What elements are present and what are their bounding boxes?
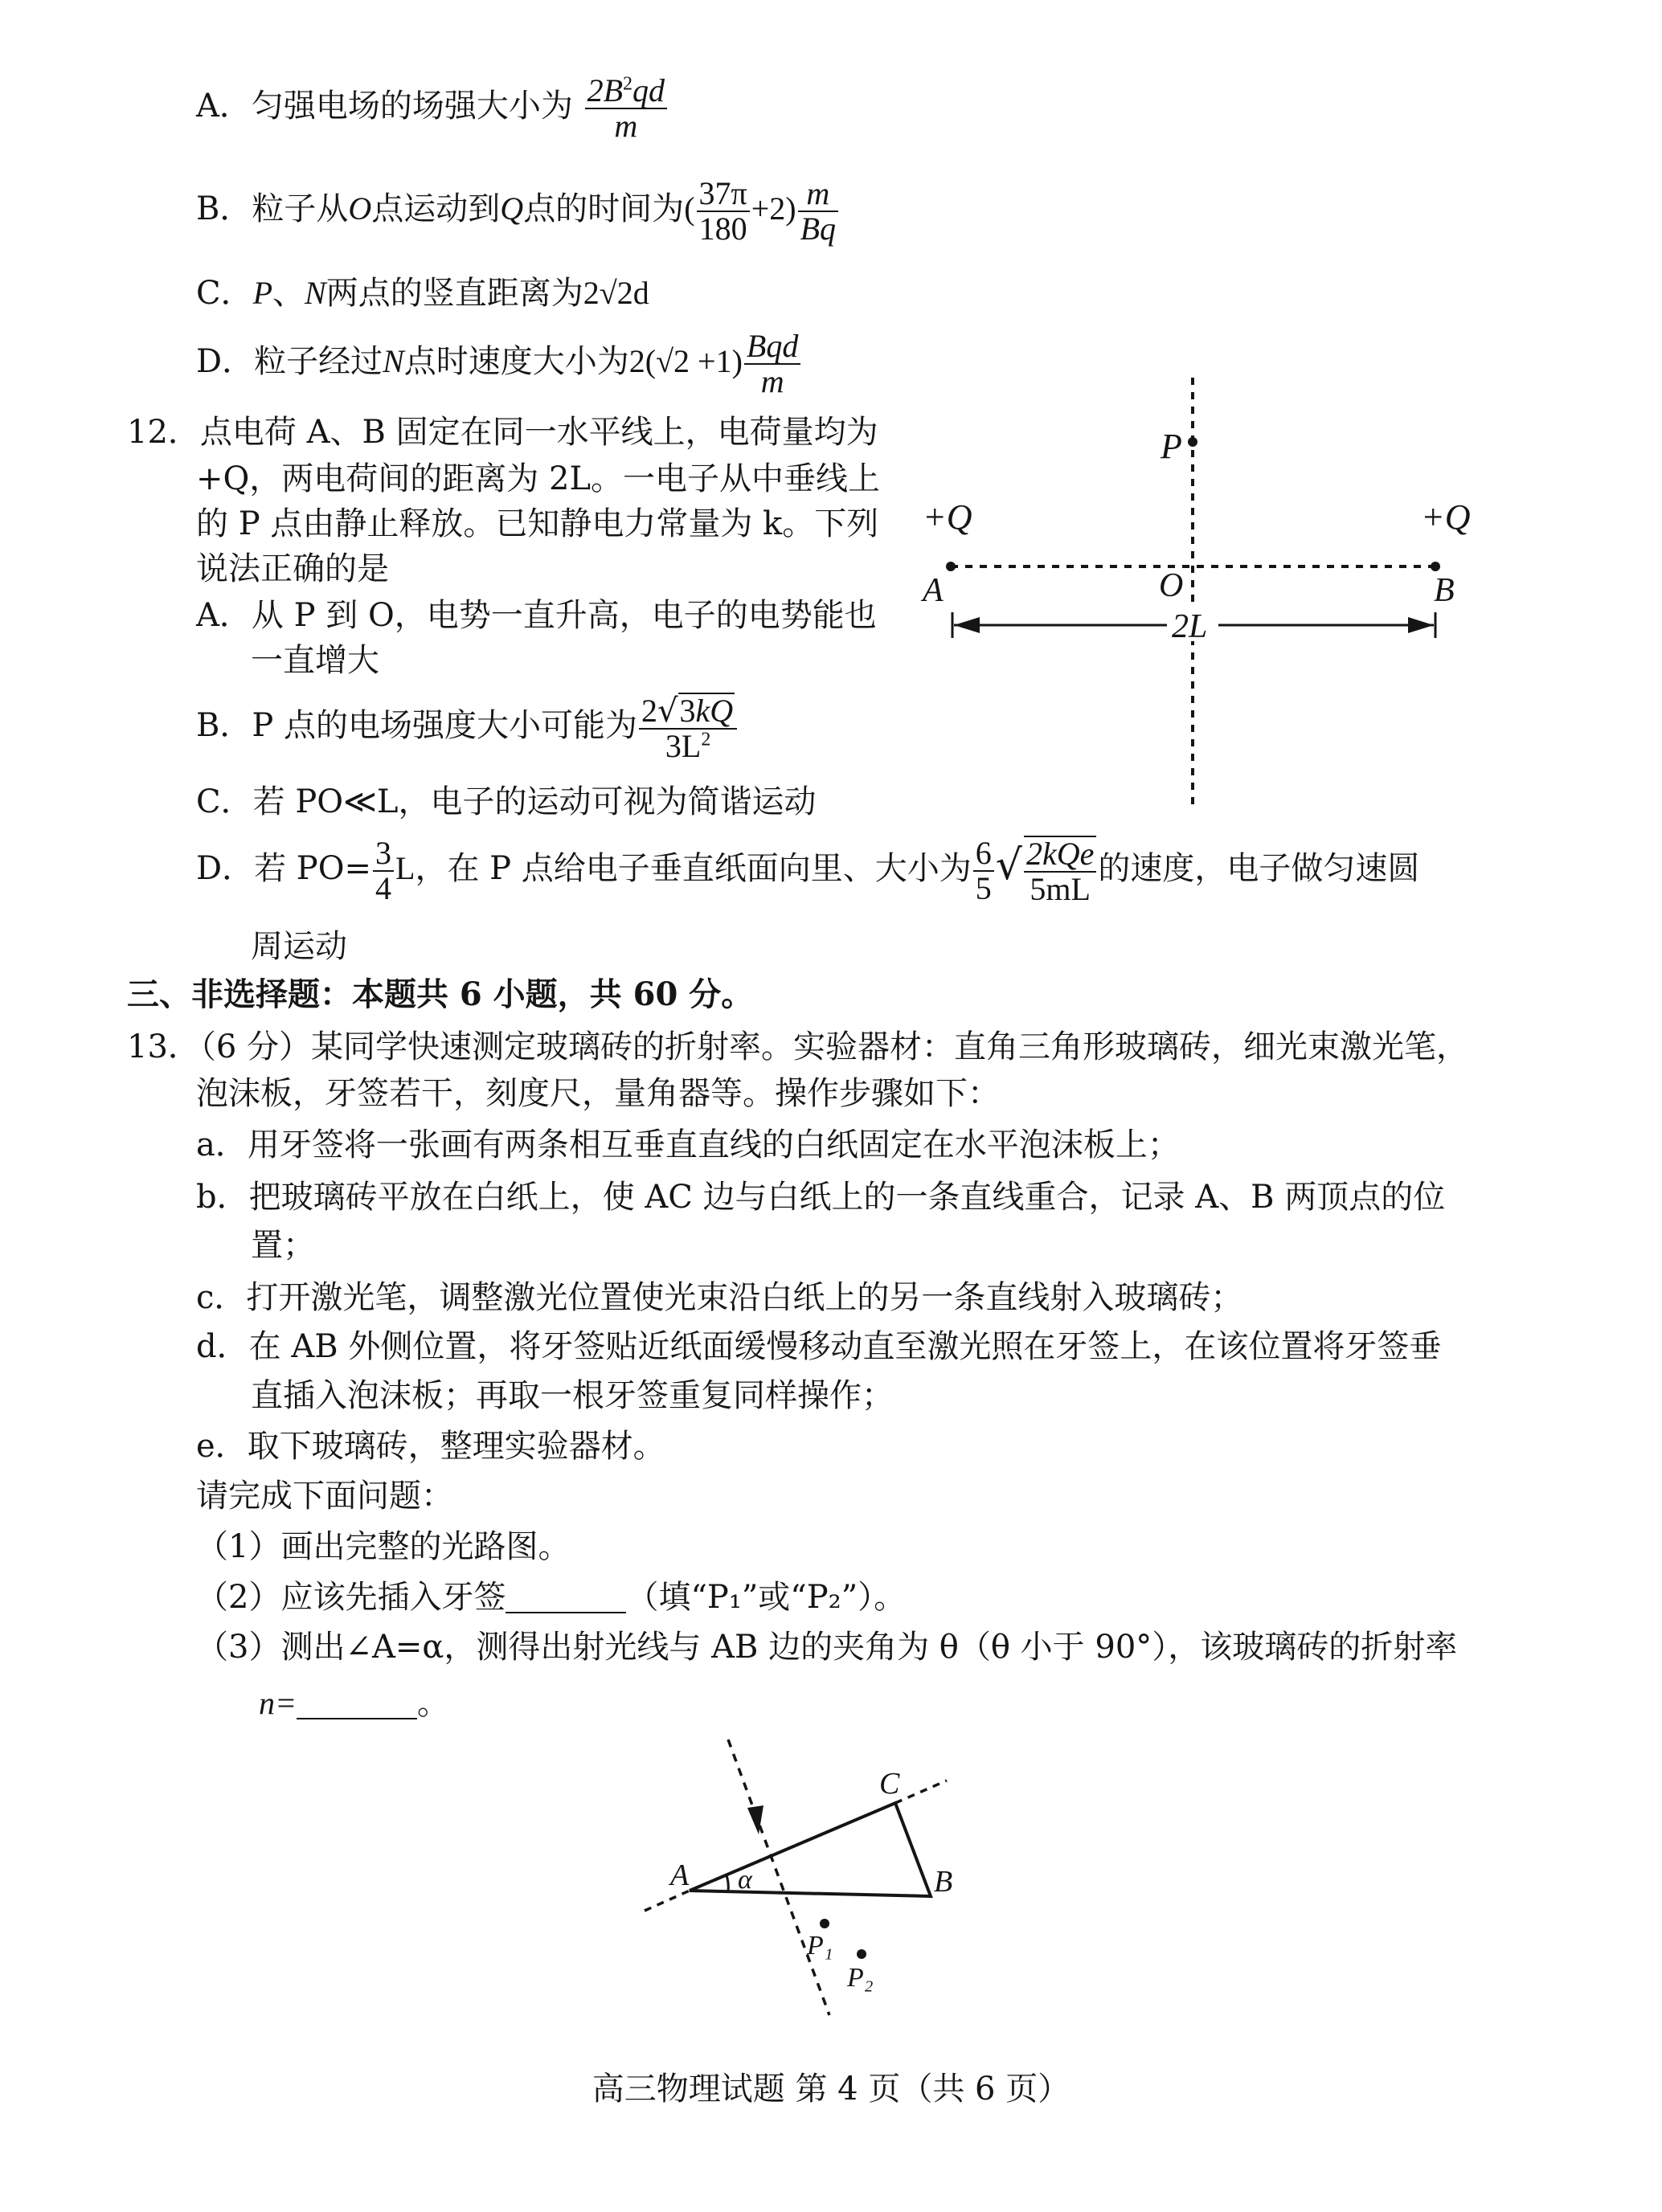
q11-option-c: C．P、N两点的竖直距离为2√2d: [196, 275, 649, 312]
q13-step-d-line-1: d．在 AB 外侧位置，将牙签贴近纸面缓慢移动直至激光照在牙签上，在该位置将牙签垂: [196, 1328, 1442, 1365]
q13-step-d-line-2: 直插入泡沫板；再取一根牙签重复同样操作；: [251, 1377, 894, 1414]
q13-step-e: e．取下玻璃砖，整理实验器材。: [196, 1428, 665, 1465]
label-p: P: [1161, 427, 1182, 466]
label-p1: P₁: [807, 1931, 833, 1961]
q12-option-a-line-2: 一直增大: [251, 642, 379, 679]
label-o: O: [1159, 567, 1184, 604]
label-a: A: [923, 572, 944, 609]
q12-option-d-line-2: 周运动: [251, 928, 347, 965]
q11-d-fraction: $\frac{\text{Bqd}}{m}$: [744, 329, 800, 399]
label-plus-q-a: +Q: [923, 497, 972, 537]
q12-b-fraction: $\frac{2√3kQ}{3L^2}$: [639, 693, 737, 763]
label-a: A: [670, 1858, 690, 1892]
label-p2: P₂: [847, 1963, 874, 1993]
label-alpha: α: [738, 1865, 752, 1895]
pin-p2: [857, 1949, 866, 1959]
label-b: B: [1434, 572, 1455, 609]
label-c: C: [879, 1767, 900, 1801]
q13-prompt: 请完成下面问题：: [196, 1478, 453, 1515]
extension-a-dashed: [645, 1891, 690, 1911]
q11-a-fraction: $\frac{2B^2qd}{m}$: [585, 74, 667, 143]
extension-c-dashed: [895, 1781, 947, 1803]
label-plus-q-b: +Q: [1421, 497, 1471, 537]
angle-alpha-arc: [727, 1875, 728, 1891]
page-footer: 高三物理试题 第 4 页（共 6 页）: [592, 2071, 1070, 2108]
q12-option-c: C．若 PO≪L，电子的运动可视为简谐运动: [196, 783, 817, 820]
q11-b-fraction-2: $\frac{m}{Bq}$: [798, 177, 838, 246]
q12-option-d: D．若 PO= $\frac{3}{4}$ L，在 P 点给电子垂直纸面向里、大小为 $\frac{6}{5}$ √ $\frac{\text{2kQe}}{5mL}$ 的速度，电子做匀速圆: [196, 835, 1420, 907]
q13-step-b-line-2: 置；: [251, 1227, 315, 1264]
pin-p1: [820, 1919, 829, 1928]
q12-stem-line-1: 12．点电荷 A、B 固定在同一水平线上，电荷量均为: [127, 414, 878, 451]
section-3-heading: 三、非选择题：本题共 6 小题，共 60 分。: [127, 975, 754, 1013]
q12-d-fraction-2: $\frac{6}{5}$: [973, 836, 994, 906]
q13-sub-2: （2）应该先插入牙签 （填“P₁”或“P₂”）。: [196, 1579, 907, 1616]
q12-stem-line-4: 说法正确的是: [196, 550, 389, 587]
q11-b-fraction: $\frac{37\pi}{180}$: [697, 177, 750, 246]
q11-option-d: D．粒子经过N点时速度大小为2(√2 +1) $\frac{\text{Bqd}}{m}$: [196, 329, 802, 399]
label-2l: 2L: [1172, 608, 1208, 645]
q12-option-a-line-1: A．从 P 到 O，电势一直升高，电子的电势能也: [196, 597, 877, 634]
q12-d-fraction-1: $\frac{3}{4}$: [373, 836, 394, 906]
q11-option-a: A．匀强电场的场强大小为 $\frac{2B^2qd}{m}$: [196, 74, 669, 143]
q12-option-b: B．P 点的电场强度大小可能为 $\frac{2√3kQ}{3L^2}$: [196, 693, 739, 763]
q13-stem-line-2: 泡沫板，牙签若干，刻度尺，量角器等。操作步骤如下：: [196, 1075, 1000, 1112]
q13-sub-3-answer: n= 。: [259, 1685, 449, 1722]
q12-d-fraction-3: $\frac{\text{2kQe}}{5mL}$: [1024, 836, 1096, 906]
q12-stem-line-3: 的 P 点由静止释放。已知静电力常量为 k。下列: [196, 505, 879, 542]
q11-option-b: B．粒子从O点运动到Q点的时间为( $\frac{37\pi}{180}$ +2) $\frac{m}{Bq}$: [196, 177, 840, 246]
glass-prism: [690, 1803, 931, 1896]
q13-step-c: c．打开激光笔，调整激光位置使光束沿白纸上的另一条直线射入玻璃砖；: [196, 1279, 1243, 1316]
q12-stem-line-2: +Q，两电荷间的距离为 2L。一电子从中垂线上: [196, 460, 881, 497]
q13-sub-1: （1）画出完整的光路图。: [196, 1528, 571, 1565]
q13-step-a: a．用牙签将一张画有两条相互垂直直线的白纸固定在水平泡沫板上；: [196, 1126, 1180, 1163]
q13-stem-line-1: 13．（6 分）某同学快速测定玻璃砖的折射率。实验器材：直角三角形玻璃砖，细光束激光笔，: [127, 1028, 1469, 1065]
label-b: B: [934, 1865, 953, 1899]
q13-step-b-line-1: b．把玻璃砖平放在白纸上，使 AC 边与白纸上的一条直线重合，记录 A、B 两顶点的位: [196, 1179, 1446, 1216]
q13-sub-3: （3）测出∠A=α，测得出射光线与 AB 边的夹角为 θ（θ 小于 90°），该玻璃砖的折射率: [196, 1629, 1458, 1666]
